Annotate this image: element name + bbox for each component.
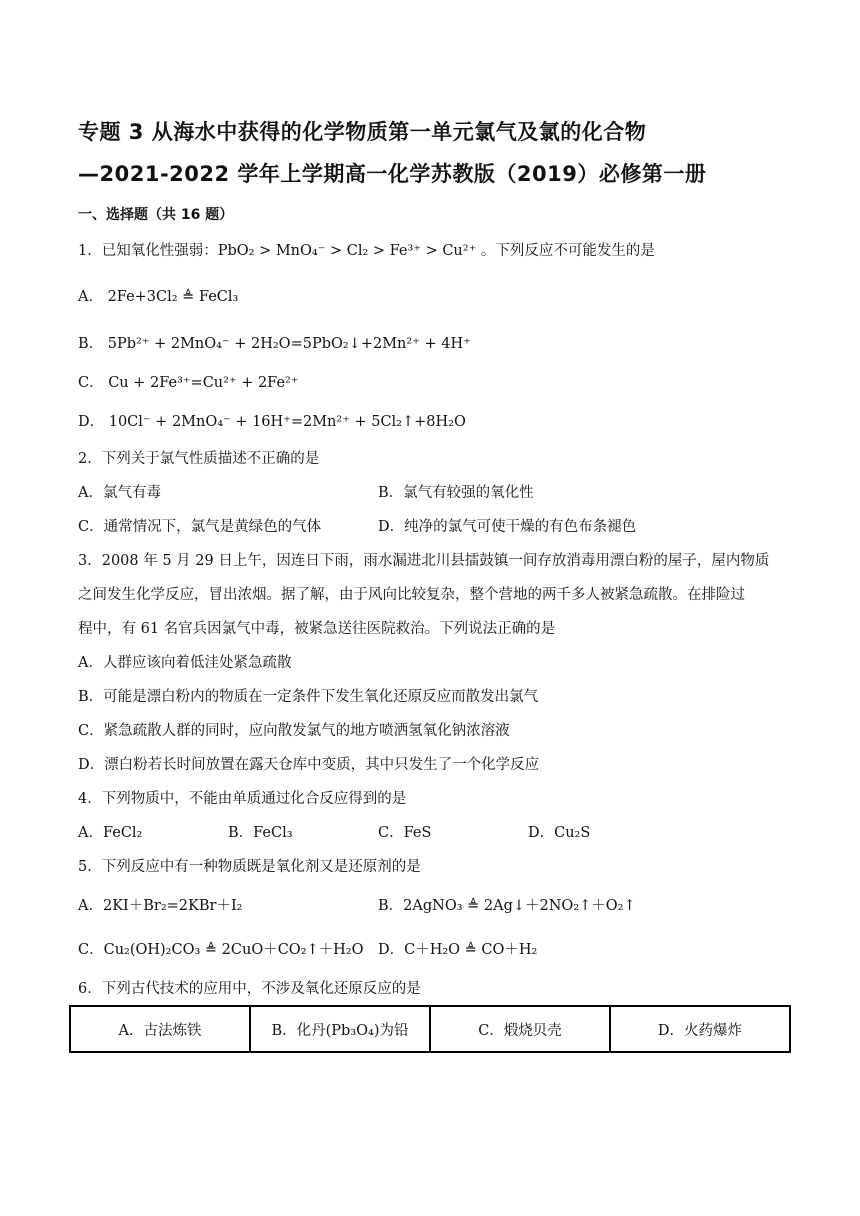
q1-option-a: A． 2Fe+3Cl₂ ≜ FeCl₃: [78, 289, 239, 305]
section-heading: 一、选择题（共 16 题）: [78, 207, 234, 223]
title-line-2: —2021-2022 学年上学期高一化学苏教版（2019）必修第一册: [78, 162, 707, 186]
q5-stem: 5．下列反应中有一种物质既是氧化剂又是还原剂的是: [78, 859, 421, 875]
q3-line-2: 之间发生化学反应，冒出浓烟。据了解，由于风向比较复杂，整个营地的两千多人被紧急疏散。在排险过: [78, 587, 745, 603]
q1-option-b: B． 5Pb²⁺ + 2MnO₄⁻ + 2H₂O=5PbO₂↓+2Mn²⁺ + 4H⁺: [78, 336, 471, 352]
q6-option-d: D．火药爆炸: [610, 1006, 790, 1052]
q4-option-b: B．FeCl₃: [228, 825, 293, 841]
q3-option-b: B．可能是漂白粉内的物质在一定条件下发生氧化还原反应而散发出氯气: [78, 689, 539, 705]
q3-option-d: D．漂白粉若长时间放置在露天仓库中变质，其中只发生了一个化学反应: [78, 757, 540, 773]
title-line-1: 专题 3 从海水中获得的化学物质第一单元氯气及氯的化合物: [78, 120, 647, 144]
q4-option-a: A．FeCl₂: [78, 825, 143, 841]
q2-option-d: D．纯净的氯气可使干燥的有色布条褪色: [378, 519, 637, 535]
q2-option-b: B．氯气有较强的氧化性: [378, 485, 534, 501]
q6-option-b: B．化丹(Pb₃O₄)为铅: [250, 1006, 430, 1052]
q2-option-c: C．通常情况下，氯气是黄绿色的气体: [78, 519, 322, 535]
q6-stem: 6．下列古代技术的应用中，不涉及氧化还原反应的是: [78, 981, 421, 997]
q1-option-c: C． Cu + 2Fe³⁺=Cu²⁺ + 2Fe²⁺: [78, 375, 299, 391]
q2-stem: 2．下列关于氯气性质描述不正确的是: [78, 451, 320, 467]
q1-stem: 1．已知氧化性强弱：PbO₂ > MnO₄⁻ > Cl₂ > Fe³⁺ > Cu²⁺ 。下列反应不可能发生的是: [78, 243, 655, 259]
q1-option-d: D． 10Cl⁻ + 2MnO₄⁻ + 16H⁺=2Mn²⁺ + 5Cl₂↑+8H₂O: [78, 414, 466, 430]
q6-options-table: [69, 1005, 791, 1053]
q4-option-d: D．Cu₂S: [528, 825, 591, 841]
q6-option-c: C．煅烧贝壳: [430, 1006, 610, 1052]
q2-option-a: A．氯气有毒: [78, 485, 161, 501]
q5-option-c: C．Cu₂(OH)₂CO₃ ≜ 2CuO＋CO₂↑＋H₂O: [78, 942, 364, 958]
q5-option-b: B．2AgNO₃ ≜ 2Ag↓＋2NO₂↑＋O₂↑: [378, 898, 636, 914]
q5-option-a: A．2KI＋Br₂=2KBr＋I₂: [78, 898, 243, 914]
q4-stem: 4．下列物质中，不能由单质通过化合反应得到的是: [78, 791, 407, 807]
q4-option-c: C．FeS: [378, 825, 432, 841]
q5-option-d: D．C＋H₂O ≜ CO＋H₂: [378, 942, 538, 958]
q3-line-3: 程中，有 61 名官兵因氯气中毒，被紧急送往医院救治。下列说法正确的是: [78, 621, 556, 637]
q6-option-a: A．古法炼铁: [70, 1006, 250, 1052]
q3-option-a: A．人群应该向着低洼处紧急疏散: [78, 655, 292, 671]
q3-line-1: 3．2008 年 5 月 29 日上午，因连日下雨，雨水漏进北川县擂鼓镇一间存放消毒用漂白粉的屋子，屋内物质: [78, 553, 770, 569]
q3-option-c: C．紧急疏散人群的同时，应向散发氯气的地方喷洒氢氧化钠浓溶液: [78, 723, 510, 739]
